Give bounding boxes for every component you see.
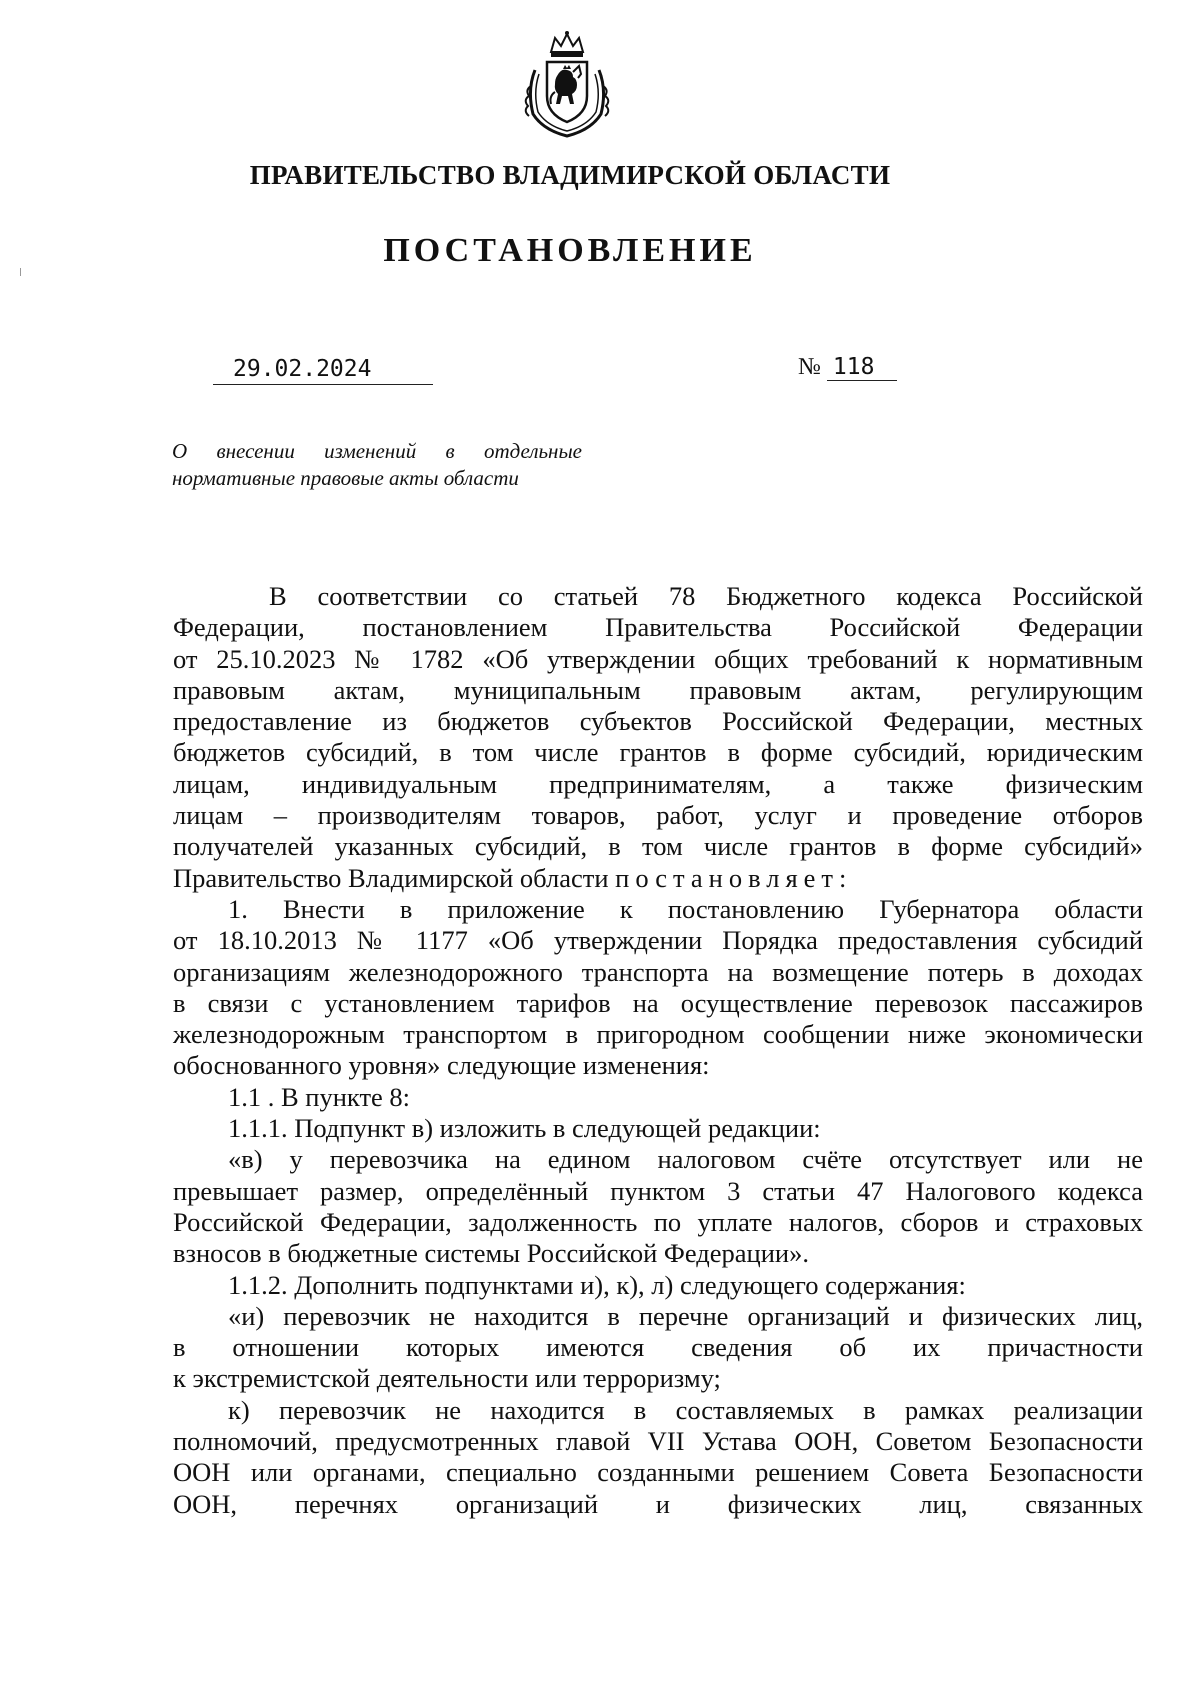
text-line: 1. Внести в приложение к постановлению Губернатора области: [228, 893, 1143, 924]
text-line: полномочий, предусмотренных главой VII Устава ООН, Советом Безопасности: [173, 1426, 1143, 1457]
text-line: правовым актам, муниципальным правовым актам, регулирующим: [173, 674, 1143, 705]
text-line: 1.1 . В пункте 8:: [228, 1081, 411, 1112]
text-line: от 18.10.2013 № 1177 «Об утверждении Порядка предоставления субсидий: [173, 925, 1143, 956]
text-line: В соответствии со статьей 78 Бюджетного кодекса Российской: [269, 581, 1143, 611]
document-date: 29.02.2024: [213, 356, 433, 385]
paragraph-subitem-v: [173, 1144, 1143, 1269]
text-line: предоставление из бюджетов субъектов Российской Федерации, местных: [173, 706, 1143, 737]
text-line: 1.1.2. Дополнить подпунктами и), к), л) следующего содержания:: [228, 1269, 966, 1300]
text-line: железнодорожным транспортом в пригородном сообщении ниже экономически: [173, 1019, 1143, 1050]
paragraph-subitem-i: [173, 1301, 1143, 1395]
coat-of-arms-icon: [521, 30, 613, 140]
paragraph-item-1-1-2: [173, 1270, 1143, 1301]
text-line: к экстремистской деятельности или терроризму;: [173, 1363, 721, 1394]
paragraph-preamble: [173, 581, 1143, 894]
paragraph-item-1-1-1: [173, 1113, 1143, 1144]
text-line: 1.1.1. Подпункт в) изложить в следующей редакции:: [228, 1113, 821, 1144]
text-line: Российской Федерации, задолженность по уплате налогов, сборов и страховых: [173, 1206, 1143, 1237]
number-sign: №: [798, 354, 821, 380]
text-line: ООН, перечнях организаций и физических лиц, связанных: [173, 1488, 1143, 1519]
text-line: в отношении которых имеются сведения об их причастности: [173, 1332, 1143, 1363]
text-line: [173, 863, 1143, 894]
text-line: получателей указанных субсидий, в том числе грантов в форме субсидий»: [173, 831, 1143, 862]
document-type: ПОСТАНОВЛЕНИЕ: [383, 232, 757, 269]
subject-line: нормативные правовые акты области: [172, 466, 519, 490]
text-line: превышает размер, определённый пунктом 3 статьи 47 Налогового кодекса: [173, 1175, 1143, 1206]
text-line: к) перевозчик не находится в составляемых в рамках реализации: [228, 1394, 1143, 1425]
text-line: «и) перевозчик не находится в перечне организаций и физических лиц,: [228, 1300, 1143, 1331]
subject-line: О внесении изменений в отдельные: [172, 439, 582, 463]
text-line: взносов в бюджетные системы Российской Федерации».: [173, 1238, 809, 1269]
government-name: ПРАВИТЕЛЬСТВО ВЛАДИМИРСКОЙ ОБЛАСТИ: [249, 160, 891, 190]
text-line: ООН или органами, специально созданными решением Совета Безопасности: [173, 1457, 1143, 1488]
text-line: «в) у перевозчика на едином налоговом счёте отсутствует или не: [228, 1144, 1143, 1175]
text-line: в связи с установлением тарифов на осуществление перевозок пассажиров: [173, 987, 1143, 1018]
text-line: лицам – производителям товаров, работ, услуг и проведение отборов: [173, 800, 1143, 831]
paragraph-item-1: [173, 894, 1143, 1082]
text-line: лицам, индивидуальным предпринимателям, а также физическим: [173, 768, 1143, 799]
text-line: от 25.10.2023 № 1782 «Об утверждении общих требований к нормативным: [173, 643, 1143, 674]
resolves-prefix: Правительство Владимирской области: [173, 862, 616, 893]
document-body: [173, 581, 1143, 1520]
document-subject: [172, 438, 582, 492]
document-number: [798, 354, 897, 381]
paragraph-item-1-1: [173, 1082, 1143, 1113]
text-line: Федерации, постановлением Правительства Российской Федерации: [173, 612, 1143, 643]
text-line: организациям железнодорожного транспорта на возмещение потерь в доходах: [173, 956, 1143, 987]
number-value: 118: [827, 354, 897, 381]
resolves-word: постановляет:: [615, 862, 853, 893]
text-line: обоснованного уровня» следующие изменения:: [173, 1050, 710, 1081]
paragraph-subitem-k: [173, 1395, 1143, 1520]
text-line: бюджетов субсидий, в том числе грантов в форме субсидий, юридическим: [173, 737, 1143, 768]
